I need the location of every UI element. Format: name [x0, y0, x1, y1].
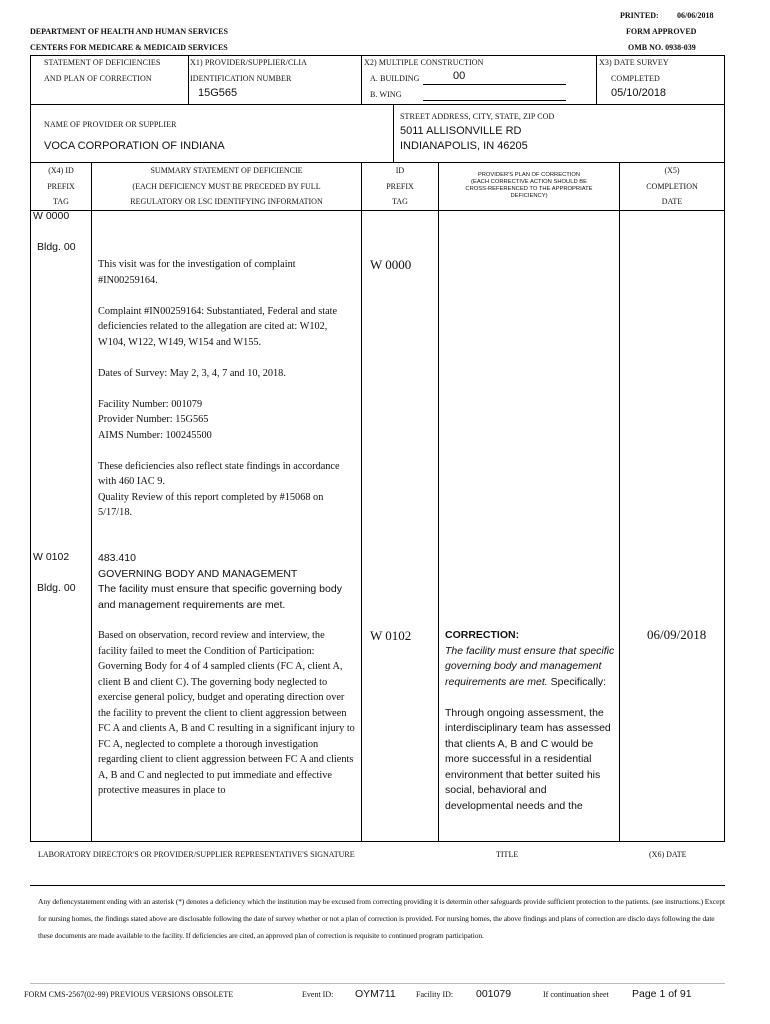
x5-header-1: (X5): [664, 166, 680, 175]
signature-label: LABORATORY DIRECTOR'S OR PROVIDER/SUPPLIER REPRESENTATIVE'S SIGNATURE: [38, 850, 355, 859]
state-findings: These deficiencies also reflect state findings in accordance with 460 IAC 9.: [98, 460, 340, 487]
summary-header-1: SUMMARY STATEMENT OF DEFICIENCIE: [150, 166, 303, 175]
page-number: Page 1 of 91: [632, 988, 692, 1000]
facility-id-label: Facility ID:: [416, 990, 454, 999]
x2-wing-label: B. WING: [370, 90, 402, 99]
event-id-value: OYM711: [355, 988, 396, 1000]
provider-value: VOCA CORPORATION OF INDIANA: [44, 140, 225, 152]
x5-header-3: DATE: [661, 197, 683, 206]
provider-number: Provider Number: 15G565: [98, 414, 209, 425]
x4-header-2: PREFIX: [47, 182, 75, 191]
x4-header-1: (X4) ID: [48, 166, 74, 175]
event-id-label: Event ID:: [302, 990, 334, 999]
quality-review: Quality Review of this report completed by #15068 on 5/17/18.: [98, 491, 324, 518]
centers-name: CENTERS FOR MEDICARE & MEDICAID SERVICES: [30, 43, 228, 52]
correction-specifically: Specifically:: [550, 675, 607, 688]
regulation-text: The facility must ensure that specific governing body and management requirements are met.: [98, 583, 342, 611]
plan-header-2: (EACH CORRECTIVE ACTION SHOULD BE: [471, 179, 587, 185]
x2-building-label: A. BUILDING: [370, 74, 420, 83]
department-name: DEPARTMENT OF HEALTH AND HUMAN SERVICES: [30, 27, 228, 36]
title-label: TITLE: [496, 850, 519, 859]
x2-label: X2) MULTIPLE CONSTRUCTION: [364, 58, 484, 67]
x3-value: 05/10/2018: [611, 87, 667, 99]
id-header-1: ID: [395, 166, 405, 175]
prefix-tag-2: W 0102: [33, 551, 70, 563]
id-tag-1: W 0000: [370, 257, 412, 272]
id-header-2: PREFIX: [386, 182, 414, 191]
dates-paragraph: Dates of Survey: May 2, 3, 4, 7 and 10, 2018.: [98, 367, 286, 379]
visit-paragraph: This visit was for the investigation of complaint #IN00259164.: [98, 259, 296, 286]
aims-number: AIMS Number: 100245500: [98, 429, 212, 441]
facility-id-value: 001079: [476, 988, 512, 1000]
id-tag-2: W 0102: [370, 628, 412, 643]
building-tag-2: Bldg. 00: [37, 582, 76, 594]
form-number: FORM CMS-2567(02-99) PREVIOUS VERSIONS OBSOLETE: [24, 990, 234, 999]
summary-header-3: REGULATORY OR LSC IDENTIFYING INFORMATION: [130, 197, 323, 206]
x1-label-2: IDENTIFICATION NUMBER: [190, 74, 292, 83]
printed-label: PRINTED:: [620, 11, 659, 20]
completion-date: 06/09/2018: [647, 627, 707, 642]
regulation-title: GOVERNING BODY AND MANAGEMENT: [98, 567, 298, 580]
x1-value: 15G565: [198, 87, 238, 99]
signature-date-label: (X6) DATE: [649, 850, 687, 859]
regulation-number: 483.410: [98, 552, 136, 564]
x3-label-2: COMPLETED: [611, 74, 660, 83]
plan-header-1: PROVIDER'S PLAN OF CORRECTION: [477, 172, 581, 178]
plan-header-3: CROSS-REFERENCED TO THE APPROPRIATE: [465, 186, 593, 192]
address-label: STREET ADDRESS, CITY, STATE, ZIP COD: [400, 112, 555, 121]
correction-label: CORRECTION:: [445, 629, 520, 641]
complaint-paragraph: Complaint #IN00259164: Substantiated, Federal and state deficiencies related to the allegation are cited at: W102, W104, W122, W149, W154 and W155.: [98, 305, 338, 348]
x5-header-2: COMPLETION: [646, 182, 698, 191]
omb-number: OMB NO. 0938-039: [628, 43, 696, 52]
finding-text: Based on observation, record review and interview, the facility failed to meet the Condition of Participation: Governing Body for 4 of 4 sampled clients (FC A, client A, client B and client C). The governing body neglected to exercise general policy, budget and operating direction over the facility to prevent the client to client aggression between FC A and clients A, B and C resulting in a significant injury to FC A, neglected to complete a thorough investigation regarding client to client aggression between FC A and clients A, B and C and neglected to put immediate and effective protective measures in place to: [98, 630, 355, 796]
x4-header-3: TAG: [53, 197, 69, 206]
id-header-3: TAG: [392, 197, 408, 206]
correction-block: [445, 628, 617, 814]
correction-text: Through ongoing assessment, the interdisciplinary team has assessed that clients A, B and C would be more successful in a residential environment that better suited his social, behavioral and developmental needs and the: [445, 706, 611, 812]
x2-building-value: 00: [453, 70, 466, 82]
summary-header-2: (EACH DEFICIENCY MUST BE PRECEDED BY FULL: [132, 182, 321, 191]
continuation-label: If continuation sheet: [543, 990, 609, 999]
printed-date: 06/06/2018: [677, 11, 714, 20]
plan-header-4: DEFICIENCY): [510, 193, 548, 199]
regulation-block: [98, 551, 356, 613]
address-line-2: INDIANAPOLIS, IN 46205: [400, 140, 528, 152]
x1-label-1: X1) PROVIDER/SUPPLIER/CLIA: [190, 58, 308, 67]
provider-label: NAME OF PROVIDER OR SUPPLIER: [44, 120, 177, 129]
x3-label-1: X3) DATE SURVEY: [599, 58, 669, 67]
disclaimer-text: Any defiencystatement ending with an asterisk (*) denotes a deficiency which the institution may be excused from correcting providing it is determin other safeguards provide sufficient protection to the patients. (see instructions.) Except for nursing homes, the findings stated above are disclosable following the date of survey whether or not a plan of correction is provided. For nursing homes, the above findings and plans of correction are disclo days following the date these documents are made available to the facility. If deficiencies are cited, an approved plan of correction is requisite to continued program participation.: [38, 897, 726, 940]
address-line-1: 5011 ALLISONVILLE RD: [400, 125, 522, 137]
building-tag-1: Bldg. 00: [37, 241, 76, 253]
facility-number: Facility Number: 001079: [98, 398, 203, 410]
form-approved: FORM APPROVED: [626, 27, 697, 36]
summary-block-1: [98, 257, 356, 521]
statement-label-1: STATEMENT OF DEFICIENCIES: [44, 58, 161, 67]
statement-label-2: AND PLAN OF CORRECTION: [44, 74, 152, 83]
correction-requirement: The facility must ensure that specific governing body and management requirements are met.: [445, 644, 615, 688]
prefix-tag-1: W 0000: [33, 210, 70, 222]
